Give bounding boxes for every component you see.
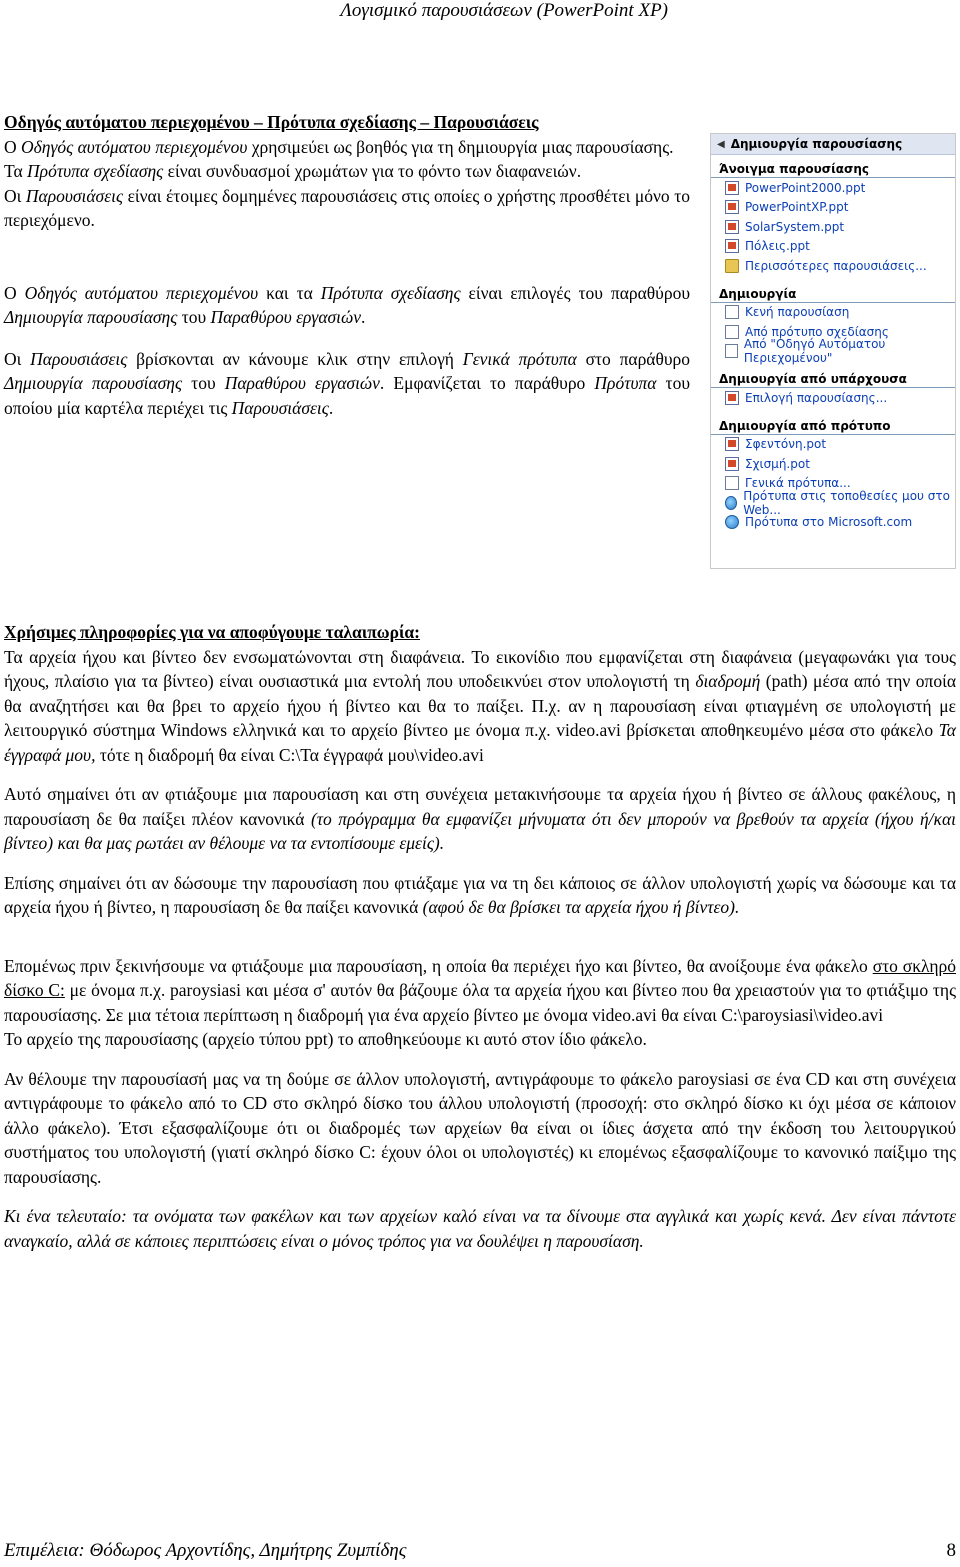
- footer-credits: Επιμέλεια: Θόδωρος Αρχοντίδης, Δημήτρης Ζυμπίδης: [4, 1540, 407, 1561]
- blank-presentation-link[interactable]: Κενή παρουσίαση: [711, 303, 955, 323]
- web-icon: [725, 515, 739, 529]
- page-number: 8: [946, 1540, 956, 1561]
- recent-file-link[interactable]: PowerPoint2000.ppt: [711, 178, 955, 198]
- autocontent-wizard-link[interactable]: Από "Οδηγό Αυτόματου Περιεχομένου": [711, 342, 955, 362]
- template-link[interactable]: Σχισμή.pot: [711, 454, 955, 474]
- task-pane-title: Δημιουργία παρουσίασης: [730, 137, 903, 151]
- section-open-presentation: Άνοιγμα παρουσίασης: [711, 157, 955, 178]
- web-templates-link[interactable]: Πρότυπα στις τοποθεσίες μου στο Web...: [711, 493, 955, 513]
- powerpoint-file-icon: [725, 457, 739, 471]
- powerpoint-file-icon: [725, 239, 739, 253]
- paragraph-folder-setup: Επομένως πριν ξεκινήσουμε να φτιάξουμε μια παρουσίαση, η οποία θα περιέχει ήχο και βίντεο, θα ανοίξουμε ένα φάκελο στο σκληρό δίσκο C: με όνομα π.χ. paroysiasi και μέσα σ' αυτόν θα βάζουμε όλα τα αρχεία ήχου και βίντεο που θα χρειαστούν για το φτιάξιμο της παρουσίασης. Σε μια τέτοια περίπτωση η διαδρομή για ένα αρχείο βίντεο με όνομα video.avi θα είναι C:\paroysiasi\video.avi: [4, 955, 956, 1025]
- folder-icon: [725, 259, 739, 273]
- general-templates-link[interactable]: Γενικά πρότυπα...: [711, 474, 955, 494]
- paragraph-last-note: Κι ένα τελευταίο: τα ονόματα των φακέλων και των αρχείων καλό είναι να τα δίνουμε στα αγγλικά και χωρίς κενά. Δεν είναι πάντοτε αναγκαίο, αλλά σε κάποιες περιπτώσεις είναι ο μόνος τρόπος για να δουλέψει η παρουσίαση.: [4, 1206, 956, 1251]
- section-useful-info: [4, 620, 956, 1253]
- page-header: Λογισμικό παρουσιάσεων (PowerPoint XP): [340, 0, 668, 21]
- microsoft-templates-link[interactable]: Πρότυπα στο Microsoft.com: [711, 513, 955, 533]
- blank-document-icon: [725, 305, 739, 319]
- powerpoint-file-icon: [725, 391, 739, 405]
- blank-document-icon: [725, 476, 739, 490]
- web-icon: [725, 496, 737, 510]
- task-pane-title-bar[interactable]: [711, 134, 955, 155]
- paragraph-media-path: Τα αρχεία ήχου και βίντεο δεν ενσωματώνονται στη διαφάνεια. Το εικονίδιο που εμφανίζεται στη διαφάνεια (μεγαφωνάκι για τους ήχους, πλαίσιο για τα βίντεο) είναι ουσιαστικά μια εντολή που υποδεικνύει στον υπολογιστή τη διαδρομή (path) μέσα από την οποία θα αναζητήσει και θα βρει το αρχείο ήχου ή βίντεο και θα το παίξει. Π.χ. αν η παρουσίαση είναι φτιαγμένη σε υπολογιστή με λειτουργικό σύστημα Windows ελληνικά και το αρχείο βίντεο με όνομα π.χ. video.avi βρίσκεται αποθηκευμένο μέσα στο φάκελο Τα έγγραφά μου, τότε η διαδρομή θα είναι C:\Τα έγγραφά μου\video.avi: [4, 646, 956, 765]
- paragraph-copy-cd: Αν θέλουμε την παρουσίασή μας να τη δούμε σε άλλον υπολογιστή, αντιγράφουμε το φάκελο paroysiasi σε ένα CD και στη συνέχεια αντιγράφουμε το φάκελο από το CD στο σκληρό δίσκο του άλλου υπολογιστή (προσοχή: στο σκληρό δίσκο κι όχι μέσα σε κάποιον άλλο φάκελο). Έτσι εξασφαλίζουμε ότι οι διαδρομές των αρχείων θα είναι οι ίδιες άσχετα από την έκδοση του λειτουργικού συστήματος του υπολογιστή (γιατί σκληρό δίσκο C: έχουν όλοι οι υπολογιστές) κι επομένως εξασφαλίζουμε το κανονικό παίξιμο της παρουσίασης.: [4, 1068, 956, 1187]
- paragraph-moving-files: Αυτό σημαίνει ότι αν φτιάξουμε μια παρουσίαση και στη συνέχεια μετακινήσουμε τα αρχεία ήχου ή βίντεο σε άλλους φακέλους, η παρουσίαση δε θα παίξει πλέον κανονικά (το πρόγραμμα θα εμφανίζει μήνυματα ότι δεν μπορούν να βρεθούν τα αρχεία (ήχου ή/και βίντεο) και θα μας ρωτάει αν θέλουμε να τα εντοπίσουμε εμείς).: [4, 784, 956, 853]
- paragraph-other-computer: Επίσης σημαίνει ότι αν δώσουμε την παρουσίαση που φτιάξαμε για να τη δει κάποιος σε άλλον υπολογιστή χωρίς να δώσουμε και τα αρχεία ήχου ή βίντεο, η παρουσίαση δε θα παίξει κανονικά (αφού δε θα βρίσκει τα αρχεία ήχου ή βίντεο).: [4, 872, 956, 917]
- powerpoint-file-icon: [725, 181, 739, 195]
- template-link[interactable]: Σφεντόνη.pot: [711, 435, 955, 455]
- section-new: Δημιουργία: [711, 282, 955, 303]
- choose-presentation-link[interactable]: Επιλογή παρουσίασης...: [711, 388, 955, 408]
- paragraph-options: Ο Οδηγός αυτόματου περιεχομένου και τα Πρότυπα σχεδίασης είναι επιλογές του παραθύρου Δημιουργία παρουσίασης του Παραθύρου εργασιών.: [4, 282, 690, 327]
- section-intro: [4, 110, 690, 420]
- blank-document-icon: [725, 344, 738, 358]
- section-heading: Χρήσιμες πληροφορίες για να αποφύγουμε ταλαιπωρία:: [4, 622, 420, 642]
- new-presentation-task-pane: [710, 133, 956, 569]
- back-arrow-icon[interactable]: ◀: [717, 138, 725, 150]
- paragraph-general-templates: Οι Παρουσιάσεις βρίσκονται αν κάνουμε κλικ στην επιλογή Γενικά πρότυπα στο παράθυρο Δημιουργία παρουσίασης του Παραθύρου εργασιών. Εμφανίζεται το παράθυρο Πρότυπα του οποίου μία καρτέλα περιέχει τις Παρουσιάσεις.: [4, 348, 691, 418]
- paragraph-presentations: Οι Παρουσιάσεις είναι έτοιμες δομημένες παρουσιάσεις στις οποίες ο χρήστης προσθέτει μόνο το περιεχόμενο.: [4, 185, 690, 230]
- from-design-template-link[interactable]: Από πρότυπο σχεδίασης: [711, 322, 955, 342]
- blank-document-icon: [725, 325, 739, 339]
- paragraph-wizard: Ο Οδηγός αυτόματου περιεχομένου χρησιμεύει ως βοηθός για τη δημιουργία μιας παρουσίασης.: [4, 136, 674, 157]
- recent-file-link[interactable]: PowerPointXP.ppt: [711, 198, 955, 218]
- powerpoint-file-icon: [725, 200, 739, 214]
- recent-file-link[interactable]: SolarSystem.ppt: [711, 217, 955, 237]
- section-new-from-existing: Δημιουργία από υπάρχουσα: [711, 367, 955, 388]
- recent-file-link[interactable]: Πόλεις.ppt: [711, 237, 955, 257]
- paragraph-ppt-file: Το αρχείο της παρουσίασης (αρχείο τύπου ppt) το αποθηκεύουμε κι αυτό στον ίδιο φάκελο.: [4, 1029, 647, 1049]
- powerpoint-file-icon: [725, 437, 739, 451]
- section-new-from-template: Δημιουργία από πρότυπο: [711, 414, 955, 435]
- paragraph-design-templates: Τα Πρότυπα σχεδίασης είναι συνδυασμοί χρωμάτων για το φόντο των διαφανειών.: [4, 161, 582, 181]
- more-presentations-link[interactable]: Περισσότερες παρουσιάσεις...: [711, 256, 955, 276]
- powerpoint-file-icon: [725, 220, 739, 234]
- section-heading: Οδηγός αυτόματου περιεχομένου – Πρότυπα σχεδίασης – Παρουσιάσεις: [4, 112, 539, 132]
- page-footer: [4, 1540, 956, 1562]
